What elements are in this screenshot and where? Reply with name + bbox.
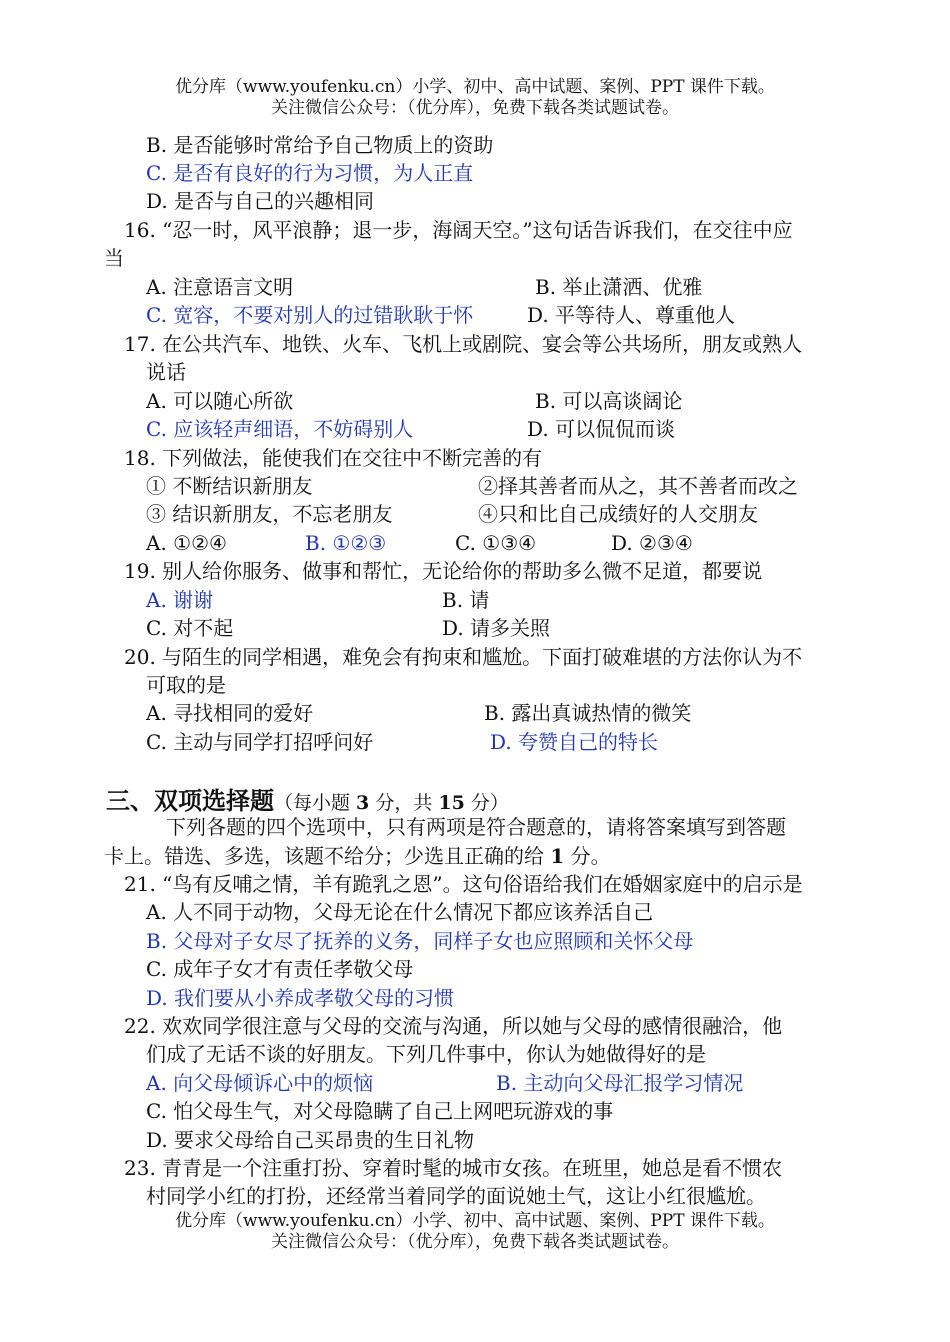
q23-stem-2: 村同学小红的打扮，还经常当着同学的面说她土气，这让小红很尴尬。 [146,1184,766,1208]
q22-option-b: B. 主动向父母汇报学习情况 [496,1071,744,1095]
q19-option-b: B. 请 [442,588,490,612]
header-line-2: 关注微信公众号：（优分库），免费下载各类试题试卷。 [271,98,679,118]
q20-stem-1: 20. 与陌生的同学相遇，难免会有拘束和尴尬。下面打破难堪的方法你认为不 [124,645,803,669]
q22-option-d: D. 要求父母给自己买昂贵的生日礼物 [146,1128,475,1152]
q16-stem-1: 16. “忍一时，风平浪静；退一步，海阔天空。”这句话告诉我们，在交往中应 [124,218,793,242]
q16-option-b: B. 举止潇洒、优雅 [535,275,703,299]
q19-option-c: C. 对不起 [146,616,234,640]
q18-option-a: A. ①②④ [146,531,227,555]
q20-option-b: B. 露出真诚热情的微笑 [484,701,692,725]
q22-option-c: C. 怕父母生气，对父母隐瞒了自己上网吧玩游戏的事 [146,1099,614,1123]
q18-statement-2: ②择其善者而从之，其不善者而改之 [478,474,798,498]
section-3-instruction-2-num: 1 [550,844,565,868]
header-line-1: 优分库（www.youfenku.cn）小学、初中、高中试题、案例、PPT 课件下载。 [175,77,775,97]
q20-option-d: D. 夸赞自己的特长 [490,730,659,754]
q15-option-b: B. 是否能够时常给予自己物质上的资助 [146,133,494,157]
q22-stem-2: 们成了无话不谈的好朋友。下列几件事中，你认为她做得好的是 [146,1042,706,1066]
q21-option-d: D. 我们要从小养成孝敬父母的习惯 [146,986,455,1010]
section-3-note-pre: （每小题 [274,792,357,814]
q18-statement-3: ③ 结识新朋友，不忘老朋友 [146,502,393,526]
section-3-instruction-1: 下列各题的四个选项中，只有两项是符合题意的，请将答案填写到答题 [166,815,786,839]
q17-option-c: C. 应该轻声细语，不妨碍别人 [146,417,414,441]
q18-statement-4: ④只和比自己成绩好的人交朋友 [478,502,758,526]
q17-stem-1: 17. 在公共汽车、地铁、火车、飞机上或剧院、宴会等公共场所，朋友或熟人 [124,332,803,356]
q21-option-b: B. 父母对子女尽了抚养的义务，同样子女也应照顾和关怀父母 [146,929,694,953]
q19-option-a: A. 谢谢 [146,588,214,612]
section-3-note-n2: 15 [438,792,465,814]
q21-stem: 21. “鸟有反哺之情，羊有跪乳之恩”。这句俗语给我们在婚姻家庭中的启示是 [124,872,803,896]
q15-option-d: D. 是否与自己的兴趣相同 [146,189,375,213]
q18-option-c: C. ①③④ [455,531,537,555]
q22-stem-1: 22. 欢欢同学很注意与父母的交流与沟通，所以她与父母的感情很融洽，他 [124,1014,783,1038]
q17-stem-2: 说话 [146,360,186,384]
footer-line-1: 优分库（www.youfenku.cn）小学、初中、高中试题、案例、PPT 课件下载。 [175,1211,775,1231]
q16-option-c: C. 宽容，不要对别人的过错耿耿于怀 [146,303,474,327]
q19-stem: 19. 别人给你服务、做事和帮忙，无论给你的帮助多么微不足道，都要说 [124,559,763,583]
q18-statement-1: ① 不断结识新朋友 [146,474,313,498]
q18-stem: 18. 下列做法，能使我们在交往中不断完善的有 [124,446,543,470]
q16-option-a: A. 注意语言文明 [146,275,294,299]
q20-option-c: C. 主动与同学打招呼问好 [146,730,374,754]
section-3-note-n1: 3 [356,792,370,814]
q15-option-c: C. 是否有良好的行为习惯，为人正直 [146,161,474,185]
q18-option-d: D. ②③④ [611,531,693,555]
q19-option-d: D. 请多关照 [442,616,551,640]
q23-stem-1: 23. 青青是一个注重打扮、穿着时髦的城市女孩。在班里，她总是看不惯农 [124,1156,783,1180]
footer-line-2: 关注微信公众号：（优分库），免费下载各类试题试卷。 [271,1232,679,1252]
q17-option-d: D. 可以侃侃而谈 [527,417,676,441]
q20-stem-2: 可取的是 [146,673,226,697]
section-3-note-mid: 分，共 [369,792,439,814]
q18-option-b: B. ①②③ [305,531,387,555]
section-3-instruction-2 [104,843,611,869]
section-3-note-post: 分） [464,792,509,814]
q17-option-a: A. 可以随心所欲 [146,389,294,413]
q17-option-b: B. 可以高谈阔论 [535,389,683,413]
q16-stem-2: 当 [104,246,124,270]
section-3-instruction-2-pre: 卡上。错选、多选，该题不给分；少选且正确的给 [104,844,551,868]
q16-option-d: D. 平等待人、尊重他人 [527,303,736,327]
q22-option-a: A. 向父母倾诉心中的烦恼 [146,1071,374,1095]
section-3-title: 三、双项选择题 [106,786,274,815]
q20-option-a: A. 寻找相同的爱好 [146,701,314,725]
section-3-instruction-2-post: 分。 [564,844,611,868]
q21-option-c: C. 成年子女才有责任孝敬父母 [146,957,414,981]
q21-option-a: A. 人不同于动物，父母无论在什么情况下都应该养活自己 [146,900,654,924]
